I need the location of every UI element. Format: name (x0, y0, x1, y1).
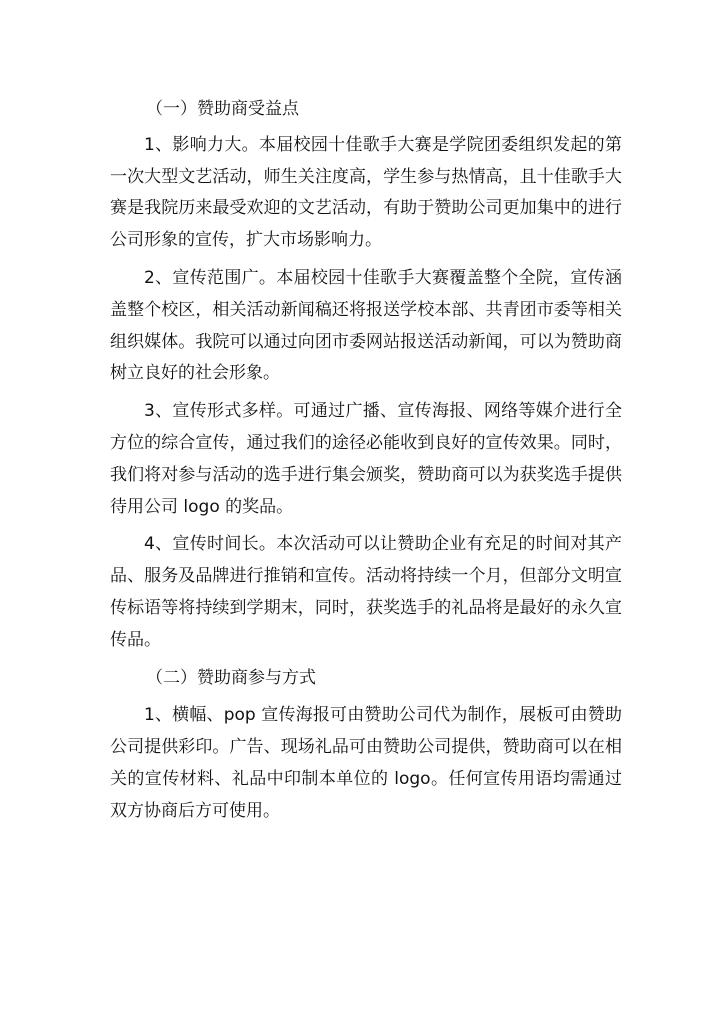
paragraph-benefit-3: 3、宣传形式多样。可通过广播、宣传海报、网络等媒介进行全方位的综合宣传，通过我们的途径必能收到良好的宣传效果。同时，我们将对参与活动的选手进行集会颁奖，赞助商可以为获奖选手提供待用公司 logo 的奖品。 (110, 401, 622, 517)
paragraph-benefit-2: 2、宣传范围广。本届校园十佳歌手大赛覆盖整个全院，宣传涵盖整个校区，相关活动新闻稿还将报送学校本部、共青团市委等相关组织媒体。我院可以通过向团市委网站报送活动新闻，可以为赞助商树立良好的社会形象。 (110, 267, 622, 384)
paragraph-benefit-1: 1、影响力大。本届校园十佳歌手大赛是学院团委组织发起的第一次大型文艺活动，师生关注度高，学生参与热情高，且十佳歌手大赛是我院历来最受欢迎的文艺活动，有助于赞助公司更加集中的进行公司形象的宣传，扩大市场影响力。 (110, 134, 622, 251)
section-heading-participation: （二）赞助商参与方式 (146, 667, 316, 688)
paragraph-participation-1: 1、横幅、pop 宣传海报可由赞助公司代为制作，展板可由赞助公司提供彩印。广告、现场礼品可由赞助公司提供，赞助商可以在相关的宣传材料、礼品中印制本单位的 logo。任何宣传用语均需通过双方协商后方可使用。 (110, 705, 622, 821)
document-body (110, 90, 622, 828)
section-heading-sponsor-benefits: （一）赞助商受益点 (146, 99, 299, 119)
paragraph-benefit-4: 4、宣传时间长。本次活动可以让赞助企业有充足的时间对其产品、服务及品牌进行推销和宣传。活动将持续一个月，但部分文明宣传标语等将持续到学期末，同时，获奖选手的礼品将是最好的永久宣传品。 (110, 534, 622, 650)
